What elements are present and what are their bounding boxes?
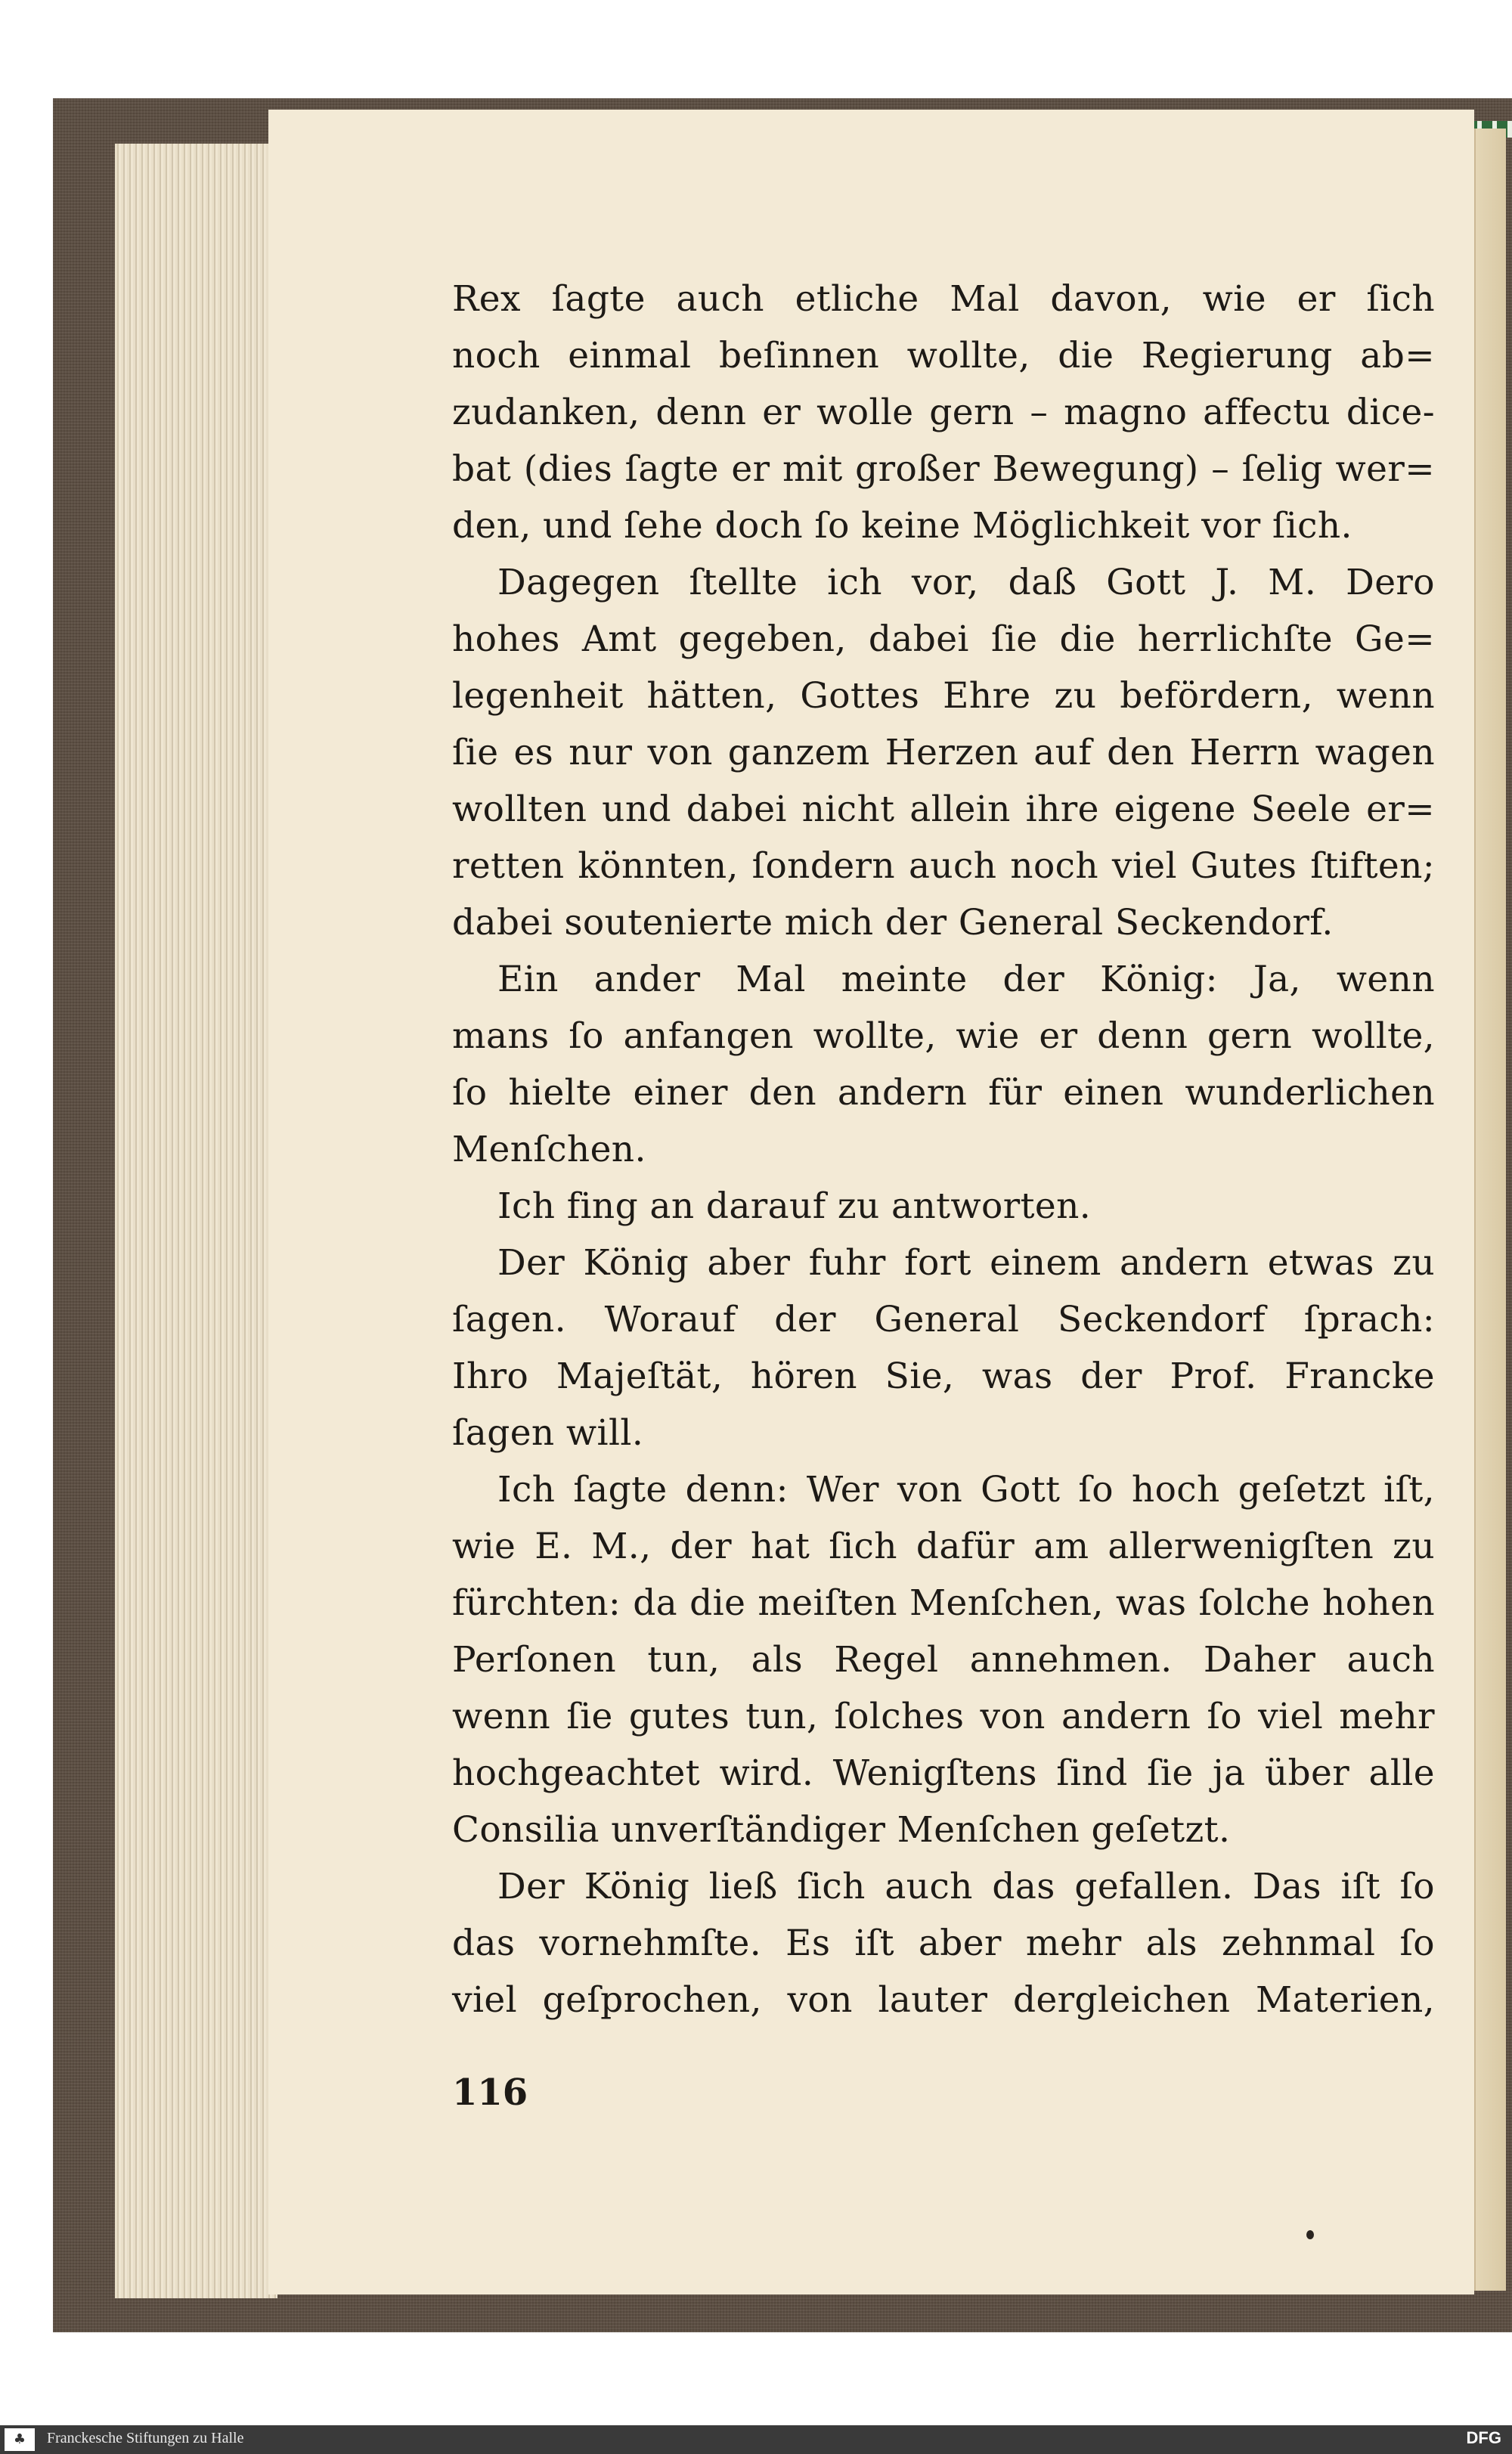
- text-line: fürchten: da die meiſten Menſchen, was ſolche hohen: [452, 1582, 1435, 1624]
- footer-institution: Franckesche Stiftungen zu Halle: [47, 2430, 244, 2446]
- text-line: ſagen. Worauf der General Seckendorf ſprach:: [452, 1299, 1435, 1340]
- text-line: wie E. M., der hat ſich dafür am allerwenigſten zu: [452, 1526, 1435, 1567]
- text-line: legenheit hätten, Gottes Ehre zu befördern, wenn: [452, 675, 1435, 717]
- page-edges: [115, 144, 277, 2298]
- text-line: Dagegen ſtellte ich vor, daß Gott J. M. Dero: [497, 562, 1435, 603]
- text-line: Ich fing an darauf zu antworten.: [497, 1185, 1092, 1227]
- text-line: den, und ſehe doch ſo keine Möglichkeit vor ſich.: [452, 505, 1352, 547]
- text-line: Der König aber fuhr fort einem andern etwas zu: [497, 1242, 1435, 1284]
- text-line: bat (dies ſagte er mit großer Bewegung) – ſelig wer=: [452, 448, 1435, 490]
- page-text: [452, 271, 1435, 2028]
- institution-logo-icon: ♣: [5, 2428, 35, 2451]
- text-line: Perſonen tun, als Regel annehmen. Daher auch: [452, 1639, 1435, 1681]
- text-line: wollten und dabei nicht allein ihre eigene Seele er=: [452, 789, 1435, 830]
- text-line: Der König ließ ſich auch das gefallen. Das iſt ſo: [497, 1866, 1435, 1907]
- text-line: Rex ſagte auch etliche Mal davon, wie er ſich: [452, 278, 1435, 320]
- text-line: zudanken, denn er wolle gern – magno affectu dice-: [452, 392, 1435, 433]
- text-line: Ihro Majeſtät, hören Sie, was der Prof. Francke: [452, 1356, 1435, 1397]
- footer-bar: [0, 2425, 1512, 2454]
- text-line: mans ſo anfangen wollte, wie er denn gern wollte,: [452, 1015, 1435, 1057]
- ink-speck: [1306, 2230, 1314, 2239]
- text-line: hohes Amt gegeben, dabei ſie die herrlichſte Ge=: [452, 618, 1435, 660]
- right-page-edge: [1474, 129, 1506, 2291]
- text-line: das vornehmſte. Es iſt aber mehr als zehnmal ſo: [452, 1923, 1435, 1964]
- text-line: Ein ander Mal meinte der König: Ja, wenn: [497, 959, 1435, 1000]
- text-line: ſie es nur von ganzem Herzen auf den Herrn wagen: [452, 732, 1435, 773]
- text-line: ſo hielte einer den andern für einen wunderlichen: [452, 1072, 1435, 1114]
- text-line: Ich ſagte denn: Wer von Gott ſo hoch geſetzt iſt,: [497, 1469, 1435, 1511]
- text-line: Menſchen.: [452, 1129, 646, 1170]
- text-line: Consilia unverſtändiger Menſchen geſetzt.: [452, 1809, 1231, 1851]
- text-line: viel geſprochen, von lauter dergleichen Materien,: [452, 1979, 1435, 2021]
- text-line: wenn ſie gutes tun, ſolches von andern ſo viel mehr: [452, 1696, 1435, 1737]
- text-line: dabei soutenierte mich der General Seckendorf.: [452, 902, 1334, 943]
- text-line: ſagen will.: [452, 1412, 644, 1454]
- text-line: noch einmal beſinnen wollte, die Regierung ab=: [452, 335, 1435, 376]
- text-line: hochgeachtet wird. Wenigſtens ſind ſie ja über alle: [452, 1752, 1435, 1794]
- footer-funder-mark: DFG: [1466, 2428, 1501, 2447]
- page-number: 116: [452, 2071, 528, 2114]
- text-line: retten könnten, ſondern auch noch viel Gutes ſtiften;: [452, 845, 1435, 887]
